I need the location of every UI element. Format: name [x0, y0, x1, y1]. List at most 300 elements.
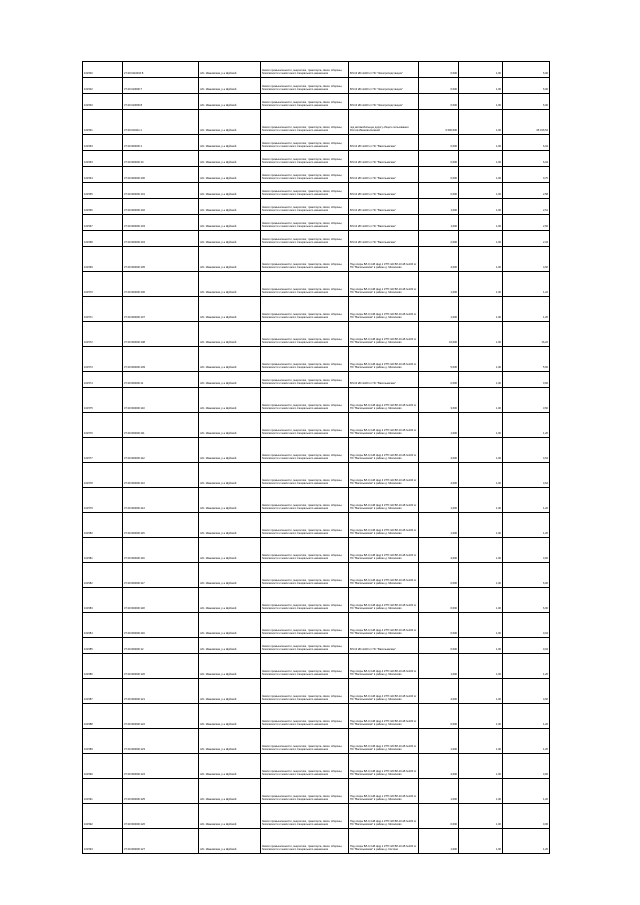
coefficient-cell	[458, 247, 502, 271]
purpose-cell	[348, 247, 418, 271]
area-cell	[418, 588, 458, 612]
coefficient-cell	[458, 829, 502, 853]
land-category-cell	[260, 231, 348, 246]
location-cell	[198, 231, 260, 246]
cell-text: 6,600	[450, 582, 457, 586]
cell-text: 3,600	[450, 407, 457, 411]
cell-text: Земли промышленности, энергетики, транспорта, связи, обороны, безопасности и земли иного специального назначения	[262, 579, 343, 586]
area-cell	[418, 372, 458, 387]
purpose-cell	[348, 638, 418, 653]
location-cell	[198, 488, 260, 512]
purpose-cell	[348, 347, 418, 371]
cell-text: Земли промышленности, энергетики, транспорта, связи, обороны, безопасности и земли иного специального назначения	[262, 845, 343, 852]
object-id-cell	[82, 231, 122, 246]
cell-text: Под опоры ВЛ-0,4 кВ фид.1 КТП №5 ВЛ-10 кВ №100 от ПС "Васильевская" в районе д. Михалково	[350, 795, 417, 802]
cell-text: 6,00	[542, 104, 548, 108]
cell-text: обл. Ивановская, р-н Шуйский	[200, 582, 237, 586]
area-cell	[418, 438, 458, 462]
cell-text: Земли промышленности, энергетики, транспорта, связи, обороны, безопасности и земли иного специального назначения	[262, 158, 343, 165]
table-row	[82, 613, 550, 638]
land-category-cell	[260, 94, 348, 109]
location-cell	[198, 613, 260, 637]
table-row	[82, 638, 550, 654]
cell-text: Земли промышленности, энергетики, транспорта, связи, обороны, безопасности и земли иного специального назначения	[262, 263, 343, 270]
purpose-cell	[348, 488, 418, 512]
cell-text: 6,600	[450, 607, 457, 611]
cell-text: 1,20	[542, 673, 548, 677]
cell-text: 2,61	[542, 209, 548, 213]
cell-text: 1,00	[495, 457, 501, 461]
coefficient-cell	[458, 804, 502, 828]
location-cell	[198, 94, 260, 109]
cell-text: обл. Ивановская, р-н Шуйский	[200, 432, 237, 436]
cell-text: 1,00	[495, 432, 501, 436]
cell-text: Земли промышленности, энергетики, транспорта, связи, обороны, безопасности и земли иного специального назначения	[262, 238, 343, 245]
cell-text: 101580	[84, 532, 93, 536]
purpose-cell	[348, 438, 418, 462]
table-row	[82, 588, 550, 613]
land-category-cell	[260, 638, 348, 653]
value-cell	[502, 272, 550, 296]
cell-text: обл. Ивановская, р-н Шуйский	[200, 407, 237, 411]
cell-text: 4,64	[542, 457, 548, 461]
purpose-cell	[348, 654, 418, 678]
land-category-cell	[260, 167, 348, 182]
cell-text: обл. Ивановская, р-н Шуйский	[200, 177, 237, 181]
cell-text: ВЛ-10 кВ №100 от ПС "Васильевская"	[350, 382, 396, 386]
cell-text: Земли промышленности, энергетики, транспорта, связи, обороны, безопасности и земли иного специального назначения	[262, 429, 343, 436]
cadastral-number-cell	[122, 679, 198, 703]
land-category-cell	[260, 272, 348, 296]
coefficient-cell	[458, 463, 502, 487]
cell-text: 37:20:000000:106	[124, 291, 145, 295]
cell-text: ВЛ-10 кВ №100 от ПС "Электроподстанция"	[350, 104, 403, 108]
cell-text: 37:20:000000:111	[124, 432, 145, 436]
land-category-cell	[260, 729, 348, 753]
land-category-cell	[260, 563, 348, 587]
land-category-cell	[260, 513, 348, 537]
object-id-cell	[82, 272, 122, 296]
cell-text: 1,00	[495, 366, 501, 370]
cell-text: ВЛ-10 кВ №100 от ПС "Васильевская"	[350, 193, 396, 197]
cell-text: 1,20	[542, 723, 548, 727]
area-cell	[418, 488, 458, 512]
table-row	[82, 388, 550, 413]
cell-text: 1,00	[495, 161, 501, 165]
area-cell	[418, 704, 458, 728]
purpose-cell	[348, 372, 418, 387]
coefficient-cell	[458, 297, 502, 321]
cell-text: 37:20:000000:103	[124, 225, 145, 229]
object-id-cell	[82, 779, 122, 803]
cadastral-number-cell	[122, 215, 198, 230]
object-id-cell	[82, 488, 122, 512]
area-cell	[418, 183, 458, 198]
area-cell	[418, 513, 458, 537]
area-cell	[418, 167, 458, 182]
location-cell	[198, 110, 260, 134]
table-row	[82, 322, 550, 347]
cell-text: 101586	[84, 673, 93, 677]
purpose-cell	[348, 199, 418, 214]
cell-text: Земли промышленности, энергетики, транспорта, связи, обороны, безопасности и земли иного специального назначения	[262, 85, 343, 92]
cell-text: 101575	[84, 407, 93, 411]
cell-text: Под опоры ВЛ-0,4 кВ фид.4 КТП №6 ВЛ-10 кВ №100 от ПС "Васильевская" в районе д. Михалково	[350, 629, 417, 636]
cell-text: 37:20:000000:126	[124, 823, 145, 827]
cell-text: 4,600	[450, 482, 457, 486]
cell-text: Под опоры ВЛ-0,4 кВ фид.4 КТП №6 ВЛ-10 кВ №100 от ПС "Васильевская" в районе д. Михалково	[350, 670, 417, 677]
object-id-cell	[82, 413, 122, 437]
cell-text: 101568	[84, 241, 93, 245]
area-cell	[418, 272, 458, 296]
cadastral-number-cell	[122, 754, 198, 778]
object-id-cell	[82, 563, 122, 587]
cell-text: 1,00	[495, 341, 501, 345]
cell-text: 2,58	[542, 193, 548, 197]
object-id-cell	[82, 62, 122, 77]
coefficient-cell	[458, 563, 502, 587]
area-cell	[418, 804, 458, 828]
object-id-cell	[82, 804, 122, 828]
cell-text: 1,600	[450, 225, 457, 229]
cell-text: 101591	[84, 798, 93, 802]
location-cell	[198, 78, 260, 93]
location-cell	[198, 199, 260, 214]
location-cell	[198, 135, 260, 150]
coefficient-cell	[458, 199, 502, 214]
cell-text: 0,06	[542, 823, 548, 827]
value-cell	[502, 588, 550, 612]
object-id-cell	[82, 297, 122, 321]
cell-text: 6,00	[542, 607, 548, 611]
cell-text: ВЛ-10 кВ №100 от ПС "Васильевская"	[350, 161, 396, 165]
cell-text: обл. Ивановская, р-н Шуйский	[200, 607, 237, 611]
value-cell	[502, 679, 550, 703]
cell-text: Земли промышленности, энергетики, транспорта, связи, обороны, безопасности и земли иного специального назначения	[262, 206, 343, 213]
cell-text: 37:20:000000:116	[124, 557, 145, 561]
cell-text: Земли промышленности, энергетики, транспорта, связи, обороны, безопасности и земли иного специального назначения	[262, 529, 343, 536]
cell-text: 101581	[84, 557, 93, 561]
purpose-cell	[348, 613, 418, 637]
object-id-cell	[82, 183, 122, 198]
cell-text: ВЛ-10 кВ №100 от ПС "Электроподстанция"	[350, 72, 403, 76]
cell-text: обл. Ивановская, р-н Шуйский	[200, 104, 237, 108]
cell-text: 101582	[84, 582, 93, 586]
cell-text: 37:20:000000:101	[124, 193, 145, 197]
cell-text: 5,60	[542, 366, 548, 370]
cell-text: Земли промышленности, энергетики, транспорта, связи, обороны, безопасности и земли иного специального назначения	[262, 288, 343, 295]
cell-text: 37:20:000000:122	[124, 723, 145, 727]
cell-text: 4,64	[542, 482, 548, 486]
object-id-cell	[82, 538, 122, 562]
land-category-cell	[260, 297, 348, 321]
cell-text: обл. Ивановская, р-н Шуйский	[200, 482, 237, 486]
cell-text: 101571	[84, 316, 93, 320]
cadastral-number-cell	[122, 135, 198, 150]
cell-text: Под опоры ВЛ-0,4 кВ фид.2 КТП №6 ВЛ-10 кВ №100 от ПС "Васильевская" в районе д. Михалково	[350, 338, 417, 345]
land-category-cell	[260, 488, 348, 512]
cell-text: Земли промышленности, энергетики, транспорта, связи, обороны, безопасности и земли иного специального назначения	[262, 770, 343, 777]
cell-text: 0,04	[542, 632, 548, 636]
land-category-cell	[260, 151, 348, 166]
cell-text: 101592	[84, 823, 93, 827]
cadastral-number-cell	[122, 167, 198, 182]
coefficient-cell	[458, 638, 502, 653]
table-row	[82, 779, 550, 804]
cadastral-number-cell	[122, 638, 198, 653]
cell-text: 37:20:000000:107	[124, 316, 145, 320]
cell-text: 37:20:000000:110	[124, 407, 145, 411]
value-cell	[502, 463, 550, 487]
cell-text: обл. Ивановская, р-н Шуйский	[200, 382, 237, 386]
cadastral-number-cell	[122, 62, 198, 77]
cell-text: Земли промышленности, энергетики, транспорта, связи, обороны, безопасности и земли иного специального назначения	[262, 313, 343, 320]
cell-text: обл. Ивановская, р-н Шуйский	[200, 193, 237, 197]
cell-text: Под опоры ВЛ-0,4 кВ фид.4 КТП №6 ВЛ-10 кВ №100 от ПС "Васильевская" в районе д. Михалково	[350, 695, 417, 702]
cell-text: 1,600	[450, 798, 457, 802]
location-cell	[198, 754, 260, 778]
table-row	[82, 729, 550, 754]
land-category-cell	[260, 829, 348, 853]
cell-text: 4,60	[542, 557, 548, 561]
cell-text: 1,20	[542, 798, 548, 802]
cell-text: Земли промышленности, энергетики, транспорта, связи, обороны, безопасности и земли иного специального назначения	[262, 101, 343, 108]
value-cell	[502, 513, 550, 537]
cell-text: 4,600	[450, 773, 457, 777]
cell-text: Земли промышленности, энергетики, транспорта, связи, обороны, безопасности и земли иного специального назначения	[262, 404, 343, 411]
cell-text: 1,00	[495, 291, 501, 295]
location-cell	[198, 679, 260, 703]
object-id-cell	[82, 654, 122, 678]
cell-text: 37:20:000000:11	[124, 382, 144, 386]
cell-text: 1,00	[495, 507, 501, 511]
table-row	[82, 347, 550, 372]
cell-text: Под опоры ВЛ-0,4 кВ фид.4 КТП №6 ВЛ-10 кВ №100 от ПС "Васильевская" в районе д. Михалково	[350, 720, 417, 727]
cell-text: 0,66	[542, 382, 548, 386]
table-row	[82, 135, 550, 151]
table-row	[82, 538, 550, 563]
cell-text: Под опоры ВЛ-0,4 кВ фид.3 КТП №6 ВЛ-10 кВ №100 от ПС "Васильевская" в районе д. Михалково	[350, 504, 417, 511]
object-id-cell	[82, 513, 122, 537]
cell-text: Земли промышленности, энергетики, транспорта, связи, обороны, безопасности и земли иного специального назначения	[262, 504, 343, 511]
cell-text: 1,00	[495, 748, 501, 752]
cell-text: Земли промышленности, энергетики, транспорта, связи, обороны, безопасности и земли иного специального назначения	[262, 820, 343, 827]
cell-text: 1,00	[495, 407, 501, 411]
area-cell	[418, 110, 458, 134]
location-cell	[198, 322, 260, 346]
cell-text: 101587	[84, 698, 93, 702]
area-cell	[418, 247, 458, 271]
land-category-cell	[260, 247, 348, 271]
cell-text: 3,60	[542, 407, 548, 411]
location-cell	[198, 297, 260, 321]
cell-text: 27:20:0110016:8	[124, 72, 144, 76]
coefficient-cell	[458, 322, 502, 346]
cell-text: Под опоры ВЛ-0,4 кВ фид.1 КТП №6 ВЛ-10 кВ №100 от ПС "Васильевская" в районе д. Михалково	[350, 313, 417, 320]
land-category-cell	[260, 679, 348, 703]
location-cell	[198, 247, 260, 271]
cell-text: Под опоры ВЛ-0,4 кВ фид.2 КТП №6 ВЛ-10 кВ №100 от ПС "Васильевская" в районе д. Михалково	[350, 404, 417, 411]
location-cell	[198, 829, 260, 853]
cadastral-number-cell	[122, 654, 198, 678]
cell-text: 1,00	[495, 673, 501, 677]
cell-text: 1,00	[495, 209, 501, 213]
value-cell	[502, 729, 550, 753]
cadastral-number-cell	[122, 729, 198, 753]
cell-text: 16,22	[541, 341, 548, 345]
cell-text: 101578	[84, 482, 93, 486]
value-cell	[502, 297, 550, 321]
cell-text: 37:20:010606:8	[124, 104, 143, 108]
table-row	[82, 151, 550, 167]
purpose-cell	[348, 135, 418, 150]
cadastral-number-cell	[122, 488, 198, 512]
cadastral-number-cell	[122, 347, 198, 371]
cell-text: Земли промышленности, энергетики, транспорта, связи, обороны, безопасности и земли иного специального назначения	[262, 695, 343, 702]
value-cell	[502, 538, 550, 562]
purpose-cell	[348, 679, 418, 703]
cadastral-number-cell	[122, 804, 198, 828]
coefficient-cell	[458, 78, 502, 93]
table-row	[82, 94, 550, 110]
cell-text: 1,600	[450, 291, 457, 295]
cell-text: 6 600,600	[445, 129, 457, 133]
cell-text: 1,00	[495, 798, 501, 802]
purpose-cell	[348, 704, 418, 728]
cell-text: 2,34	[542, 241, 548, 245]
coefficient-cell	[458, 654, 502, 678]
table-row	[82, 62, 550, 78]
area-cell	[418, 679, 458, 703]
cell-text: 1,00	[495, 382, 501, 386]
value-cell	[502, 413, 550, 437]
cell-text: ВЛ-10 кВ №100 от ПС "Васильевская"	[350, 209, 396, 213]
cell-text: 4,600	[450, 457, 457, 461]
cell-text: 101576	[84, 432, 93, 436]
coefficient-cell	[458, 413, 502, 437]
cell-text: Под опоры ВЛ-0,4 кВ фид.1 КТП №5 ВЛ-10 кВ №100 от ПС "Васильевская" в районе д. Костино	[350, 845, 417, 852]
cadastral-number-cell	[122, 413, 198, 437]
area-cell	[418, 413, 458, 437]
cadastral-number-cell	[122, 110, 198, 134]
cell-text: 37:20:000000:119	[124, 632, 145, 636]
table-row	[82, 804, 550, 829]
cell-text: 101500	[84, 72, 93, 76]
cell-text: Земли промышленности, энергетики, транспорта, связи, обороны, безопасности и земли иного специального назначения	[262, 126, 343, 133]
purpose-cell	[348, 729, 418, 753]
cell-text: Земли промышленности, энергетики, транспорта, связи, обороны, безопасности и земли иного специального назначения	[262, 795, 343, 802]
cell-text: 37:20:010411:1	[124, 129, 142, 133]
cell-text: Земли промышленности, энергетики, транспорта, связи, обороны, безопасности и земли иного специального назначения	[262, 720, 343, 727]
land-category-cell	[260, 538, 348, 562]
land-category-cell	[260, 654, 348, 678]
location-cell	[198, 167, 260, 182]
cell-text: 0,600	[450, 632, 457, 636]
cell-text: 1,600	[450, 673, 457, 677]
land-category-cell	[260, 322, 348, 346]
land-category-cell	[260, 110, 348, 134]
cell-text: 1,00	[495, 723, 501, 727]
purpose-cell	[348, 297, 418, 321]
object-id-cell	[82, 94, 122, 109]
cell-text: 0,600	[450, 161, 457, 165]
cadastral-number-cell	[122, 613, 198, 637]
coefficient-cell	[458, 704, 502, 728]
cell-text: 101593	[84, 848, 93, 852]
object-id-cell	[82, 638, 122, 653]
object-id-cell	[82, 588, 122, 612]
cell-text: обл. Ивановская, р-н Шуйский	[200, 532, 237, 536]
location-cell	[198, 347, 260, 371]
purpose-cell	[348, 322, 418, 346]
purpose-cell	[348, 78, 418, 93]
table-row	[82, 183, 550, 199]
cell-text: обл. Ивановская, р-н Шуйский	[200, 341, 237, 345]
cell-text: 37:20:000000:114	[124, 507, 145, 511]
cell-text: Земли промышленности, энергетики, транспорта, связи, обороны, безопасности и земли иного специального назначения	[262, 554, 343, 561]
cell-text: 1,22	[542, 291, 548, 295]
cell-text: ВЛ-10 кВ №100 от ПС "Васильевская"	[350, 145, 396, 149]
cell-text: ВЛ-10 кВ №100 от ПС "Васильевская"	[350, 648, 396, 652]
cadastral-number-cell	[122, 513, 198, 537]
cadastral-number-cell	[122, 538, 198, 562]
cell-text: обл. Ивановская, р-н Шуйский	[200, 798, 237, 802]
purpose-cell	[348, 231, 418, 246]
cell-text: 1,00	[495, 145, 501, 149]
cell-text: обл. Ивановская, р-н Шуйский	[200, 88, 237, 92]
area-cell	[418, 463, 458, 487]
cell-text: обл. Ивановская, р-н Шуйский	[200, 241, 237, 245]
cell-text: 1,00	[495, 316, 501, 320]
cell-text: Земли промышленности, энергетики, транспорта, связи, обороны, безопасности и земли иного специального назначения	[262, 142, 343, 149]
coefficient-cell	[458, 729, 502, 753]
location-cell	[198, 538, 260, 562]
cell-text: Под опоры ВЛ-0,4 кВ фид.1 КТП №5 ВЛ-10 кВ №100 от ПС "Васильевская" в районе д. Михалково	[350, 820, 417, 827]
coefficient-cell	[458, 513, 502, 537]
cell-text: 1,00	[495, 532, 501, 536]
cell-text: 0,600	[450, 648, 457, 652]
area-cell	[418, 199, 458, 214]
cadastral-number-cell	[122, 199, 198, 214]
value-cell	[502, 388, 550, 412]
cell-text: 66 016,54	[536, 129, 548, 133]
object-id-cell	[82, 388, 122, 412]
cell-text: Под опоры ВЛ-0,4 кВ фид.1 КТП №6 ВЛ-10 кВ №100 от ПС "Васильевская" в районе д. Михалково	[350, 263, 417, 270]
table-row	[82, 167, 550, 183]
cell-text: 37:20:000000:104	[124, 241, 145, 245]
area-cell	[418, 297, 458, 321]
coefficient-cell	[458, 438, 502, 462]
cell-text: 1,20	[542, 507, 548, 511]
coefficient-cell	[458, 347, 502, 371]
cell-text: обл. Ивановская, р-н Шуйский	[200, 648, 237, 652]
cadastral-number-cell	[122, 94, 198, 109]
cell-text: 37:20:000000:118	[124, 607, 145, 611]
cadastral-number-cell	[122, 388, 198, 412]
cell-text: 101570	[84, 291, 93, 295]
cell-text: Под опоры ВЛ-0,4 кВ фид.3 КТП №6 ВЛ-10 кВ №100 от ПС "Васильевская" в районе д. Михалково	[350, 479, 417, 486]
cell-text: 1,00	[495, 648, 501, 652]
cell-text: 1,00	[495, 582, 501, 586]
cadastral-number-cell	[122, 247, 198, 271]
cell-text: 16,600	[449, 341, 457, 345]
value-cell	[502, 94, 550, 109]
value-cell	[502, 779, 550, 803]
cell-text: 37:20:000000:115	[124, 532, 145, 536]
land-category-cell	[260, 388, 348, 412]
land-category-cell	[260, 347, 348, 371]
table-row	[82, 199, 550, 215]
